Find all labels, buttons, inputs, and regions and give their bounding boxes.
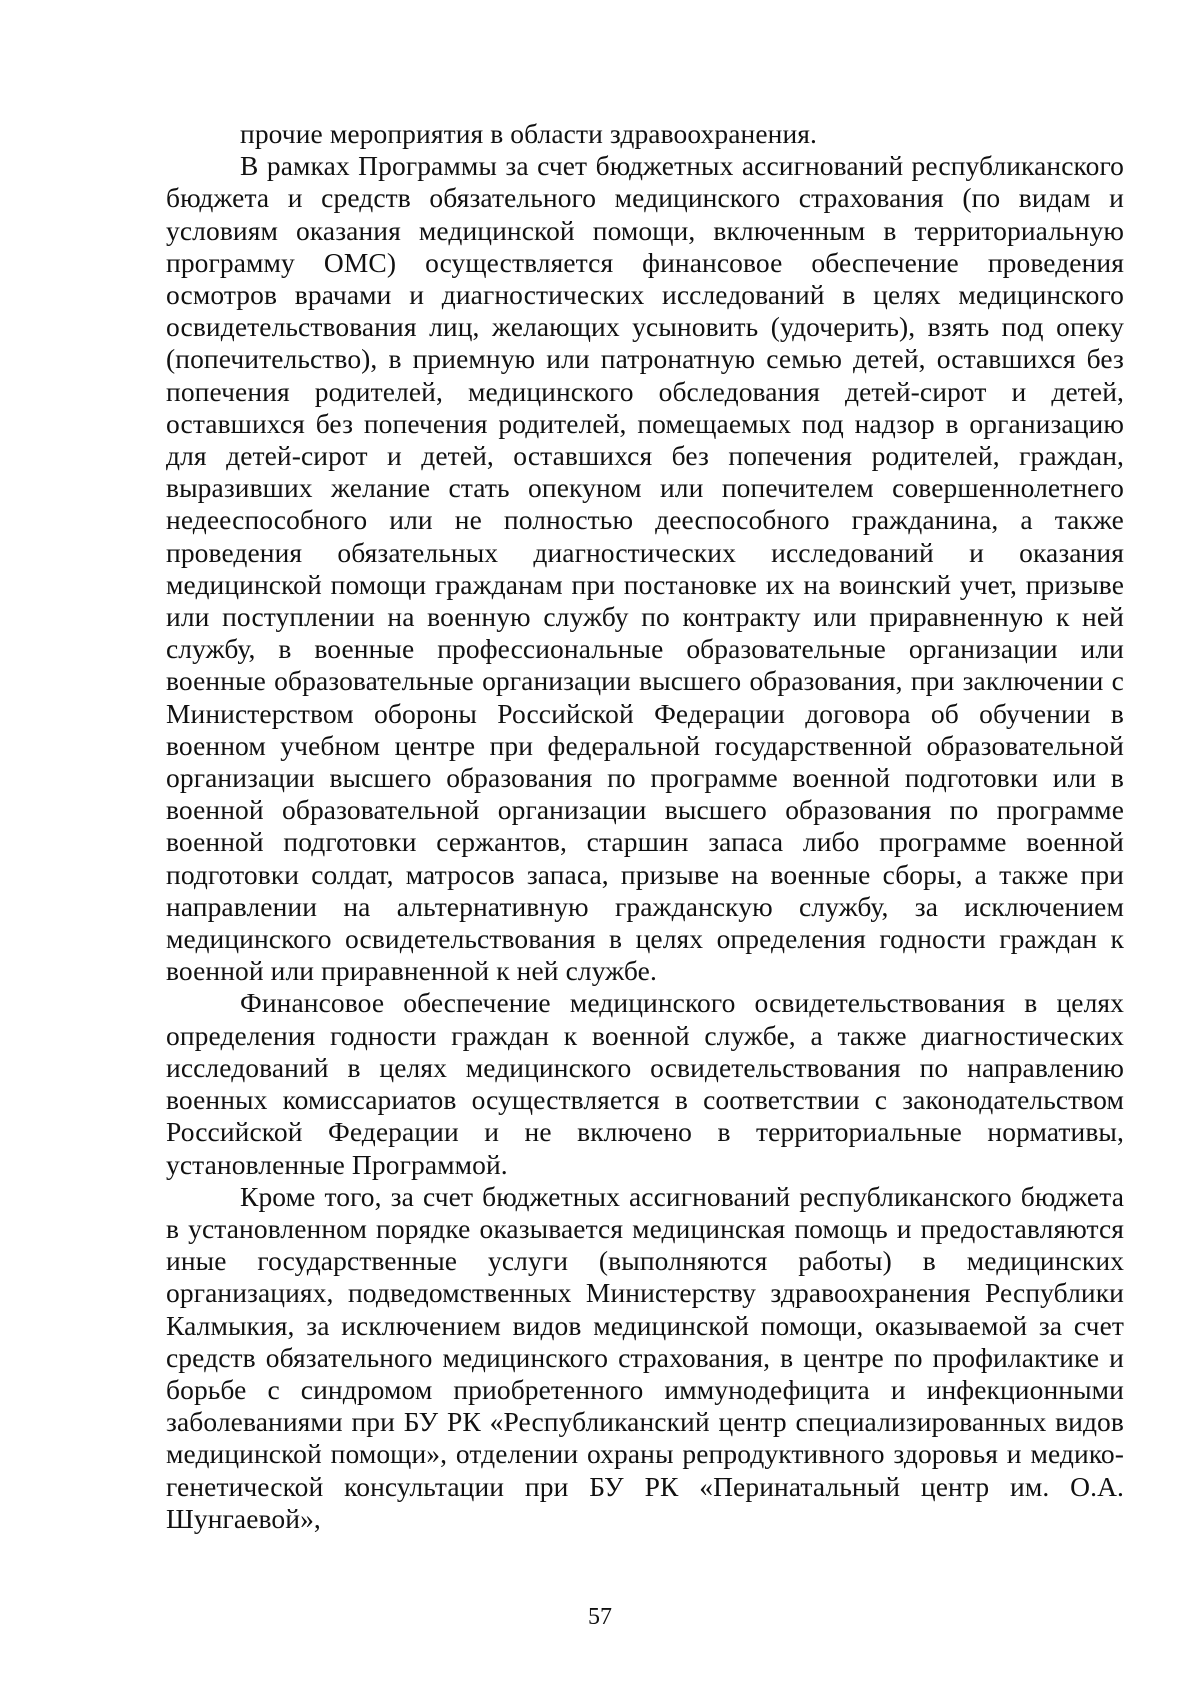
paragraph-additional-funding: Кроме того, за счет бюджетных ассигнований республиканского бюджета в установленном порядке оказывается медицинская помощь и предоставляются иные государственные услуги (выполняются работы) в медицинских организациях, подведомственных Министерству здравоохранения Республики Калмыкия, за исключением видов медицинской помощи, оказываемой за счет средств обязательного медицинского страхования, в центре по профилактике и борьбе с синдромом приобретенного иммунодефицита и инфекционными заболеваниями при БУ РК «Республиканский центр специализированных видов медицинской помощи», отделении охраны репродуктивного здоровья и медико-генетической консультации при БУ РК «Перинатальный центр им. О.А. Шунгаевой», <box>166 1180 1124 1534</box>
body-text <box>166 118 1124 1535</box>
paragraph-military-certification: Финансовое обеспечение медицинского освидетельствования в целях определения годности граждан к военной службе, а также диагностических исследований в целях медицинского освидетельствования по направлению военных комиссариатов осуществляется в соответствии с законодательством Российской Федерации и не включено в территориальные нормативы, установленные Программой. <box>166 987 1124 1180</box>
paragraph-program-financing: В рамках Программы за счет бюджетных ассигнований республиканского бюджета и средств обязательного медицинского страхования (по видам и условиям оказания медицинской помощи, включенным в территориальную программу ОМС) осуществляется финансовое обеспечение проведения осмотров врачами и диагностических исследований в целях медицинского освидетельствования лиц, желающих усыновить (удочерить), взять под опеку (попечительство), в приемную или патронатную семью детей, оставшихся без попечения родителей, медицинского обследования детей-сирот и детей, оставшихся без попечения родителей, помещаемых под надзор в организацию для детей-сирот и детей, оставшихся без попечения родителей, граждан, выразивших желание стать опекуном или попечителем совершеннолетнего недееспособного или не полностью дееспособного гражданина, а также проведения обязательных диагностических исследований и оказания медицинской помощи гражданам при постановке их на воинский учет, призыве или поступлении на военную службу по контракту или приравненную к ней службу, в военные профессиональные образовательные организации или военные образовательные организации высшего образования, при заключении с Министерством обороны Российской Федерации договора об обучении в военном учебном центре при федеральной государственной образовательной организации высшего образования по программе военной подготовки или в военной образовательной организации высшего образования по программе военной подготовки сержантов, старшин запаса либо программе военной подготовки солдат, матросов запаса, призыве на военные сборы, а также при направлении на альтернативную гражданскую службу, за исключением медицинского освидетельствования в целях определения годности граждан к военной или приравненной к ней службе. <box>166 150 1124 987</box>
page-number: 57 <box>588 1604 612 1630</box>
paragraph-continuation: прочие мероприятия в области здравоохранения. <box>240 118 818 149</box>
